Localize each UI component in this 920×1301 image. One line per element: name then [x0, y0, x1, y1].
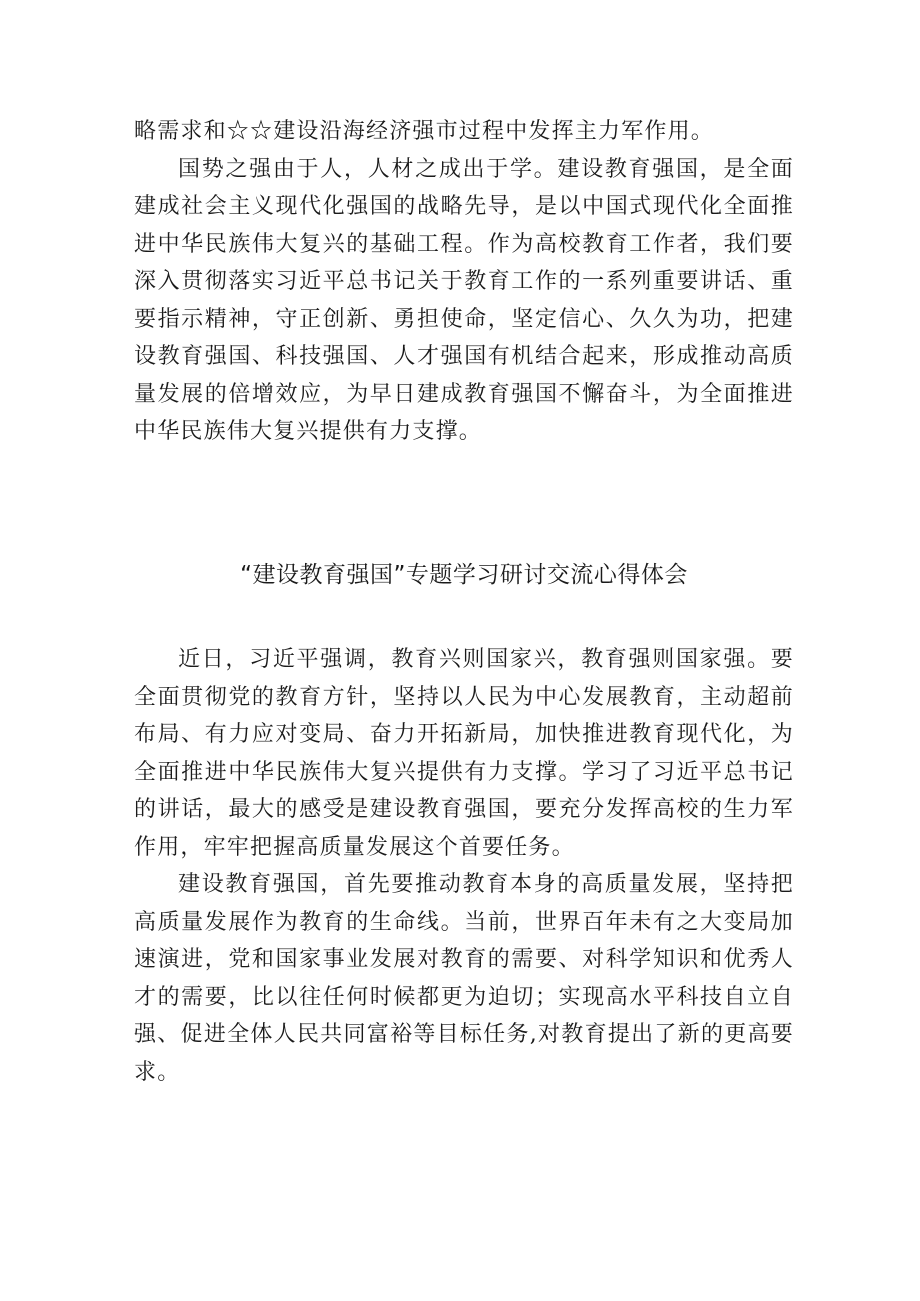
body-paragraph: 建设教育强国，首先要推动教育本身的高质量发展，坚持把高质量发展作为教育的生命线。当前，世界百年未有之大变局加速演进，党和国家事业发展对教育的需要、对科学知识和优秀人才的需要，比以往任何时候都更为迫切；实现高水平科技自立自强、促进全体人民共同富裕等目标任务,对教育提出了新的更高要求。 — [134, 872, 794, 1085]
body-paragraph: 近日，习近平强调，教育兴则国家兴，教育强则国家强。要全面贯彻党的教育方针，坚持以人民为中心发展教育，主动超前布局、有力应对变局、奋力开拓新局，加快推进教育现代化，为全面推进中华民族伟大复兴提供有力支撑。学习了习近平总书记的讲话，最大的感受是建设教育强国，要充分发挥高校的生力军作用，牢牢把握高质量发展这个首要任务。 — [134, 647, 794, 860]
article-body — [134, 641, 794, 1091]
continued-paragraph: 略需求和☆☆建设沿海经济强市过程中发挥主力军作用。 — [134, 119, 715, 144]
body-paragraph: 国势之强由于人，人材之成出于学。建设教育强国，是全面建成社会主义现代化强国的战略先导，是以中国式现代化全面推进中华民族伟大复兴的基础工程。作为高校教育工作者，我们要深入贯彻落实习近平总书记关于教育工作的一系列重要讲话、重要指示精神，守正创新、勇担使命，坚定信心、久久为功，把建设教育强国、科技强国、人才强国有机结合起来，形成推动高质量发展的倍增效应，为早日建成教育强国不懈奋斗，为全面推进中华民族伟大复兴提供有力支撑。 — [134, 156, 794, 444]
article-title: “建设教育强国”专题学习研讨交流心得体会 — [240, 562, 688, 588]
previous-article-tail — [134, 113, 794, 451]
